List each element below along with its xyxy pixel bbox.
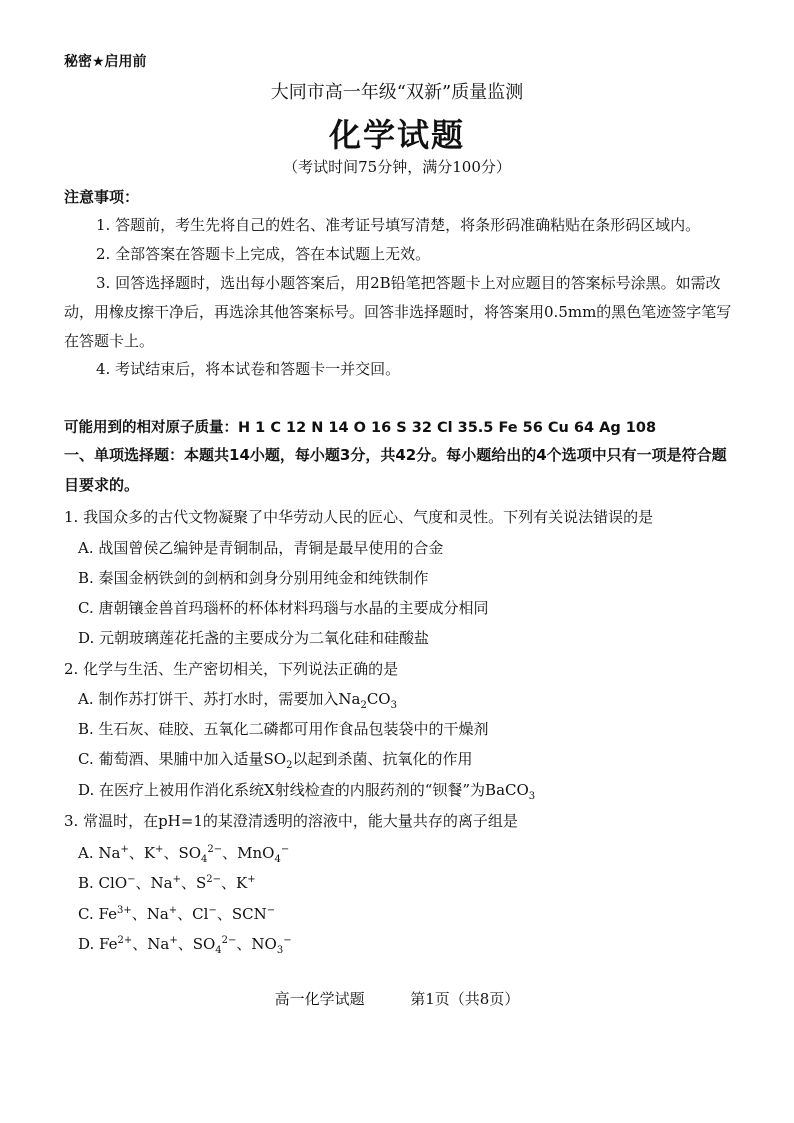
- question-1-option-c: C. 唐朝镶金兽首玛瑙杯的杯体材料玛瑙与水晶的主要成分相同: [78, 599, 489, 617]
- question-2-option-c: C. 葡萄酒、果脯中加入适量$SO_2$以起到杀菌、抗氧化的作用: [78, 750, 473, 771]
- section-1-heading-cont: 目要求的。: [64, 476, 140, 494]
- notes-heading: 注意事项：: [64, 188, 140, 206]
- question-3-option-d: D. $Fe^{2+}$、Na+、$SO_4^{2-}$、$NO_3^-$: [78, 935, 292, 956]
- footer-subject: 高一化学试题: [274, 990, 365, 1008]
- question-1-stem: 1. 我国众多的古代文物凝聚了中华劳动人民的匠心、气度和灵性。下列有关说法错误的是: [64, 508, 654, 526]
- question-3-stem: 3. 常温时，在pH=1的某澄清透明的溶液中，能大量共存的离子组是: [64, 812, 518, 830]
- question-2-option-b: B. 生石灰、硅胶、五氧化二磷都可用作食品包装袋中的干燥剂: [78, 720, 489, 738]
- question-2-stem: 2. 化学与生活、生产密切相关，下列说法正确的是: [64, 660, 399, 678]
- exam-time: （考试时间75分钟，满分100分）: [283, 158, 511, 176]
- question-3-option-b: B. ClO−、Na+、$S^{2-}$、K+: [78, 874, 256, 892]
- page-title: 化学试题: [328, 116, 465, 154]
- note-item-4: 4. 考试结束后，将本试卷和答题卡一并交回。: [96, 360, 401, 378]
- question-3-option-a: A. Na+、K+、$SO_4^{2-}$、MnO$_4$−: [78, 844, 290, 865]
- question-1-option-b: B. 秦国金柄铁剑的剑柄和剑身分别用纯金和纯铁制作: [78, 569, 429, 587]
- exam-subtitle: 大同市高一年级“双新”质量监测: [270, 82, 524, 103]
- footer-page-number: 第1页（共8页）: [410, 990, 520, 1008]
- confidential-label: 秘密★启用前: [64, 54, 147, 70]
- note-item-3-cont: 动，用橡皮擦干净后，再选涂其他答案标号。回答非选择题时，将答案用0.5mm的黑色笔迹签字笔写: [64, 303, 732, 321]
- note-item-2: 2. 全部答案在答题卡上完成，答在本试题上无效。: [96, 245, 431, 263]
- page-footer: [0, 988, 794, 1009]
- question-1-option-a: A. 战国曾侯乙编钟是青铜制品，青铜是最早使用的合金: [78, 539, 444, 557]
- note-item-3-end: 在答题卡上。: [64, 332, 155, 350]
- note-item-1: 1. 答题前，考生先将自己的姓名、准考证号填写清楚，将条形码准确粘贴在条形码区域内。: [96, 216, 701, 234]
- section-1-heading: 一、单项选择题：本题共14小题，每小题3分，共42分。每小题给出的4个选项中只有一项是符合题: [64, 446, 727, 464]
- note-item-3: 3. 回答选择题时，选出每小题答案后，用2B铅笔把答题卡上对应题目的答案标号涂黑。如需改: [96, 274, 721, 292]
- question-1-option-d: D. 元朝玻璃莲花托盏的主要成分为二氧化硅和硅酸盐: [78, 629, 430, 647]
- question-2-option-a: A. 制作苏打饼干、苏打水时，需要加入$Na_2CO_3$: [78, 690, 397, 711]
- atomic-masses: 可能用到的相对原子质量：H 1 C 12 N 14 O 16 S 32 Cl 35.5 Fe 56 Cu 64 Ag 108: [64, 420, 657, 436]
- question-2-option-d: D. 在医疗上被用作消化系统X射线检查的内服药剂的“钡餐”为BaCO$_3$: [78, 781, 536, 802]
- question-3-option-c: C. $Fe^{3+}$、Na+、Cl−、SCN−: [78, 905, 276, 923]
